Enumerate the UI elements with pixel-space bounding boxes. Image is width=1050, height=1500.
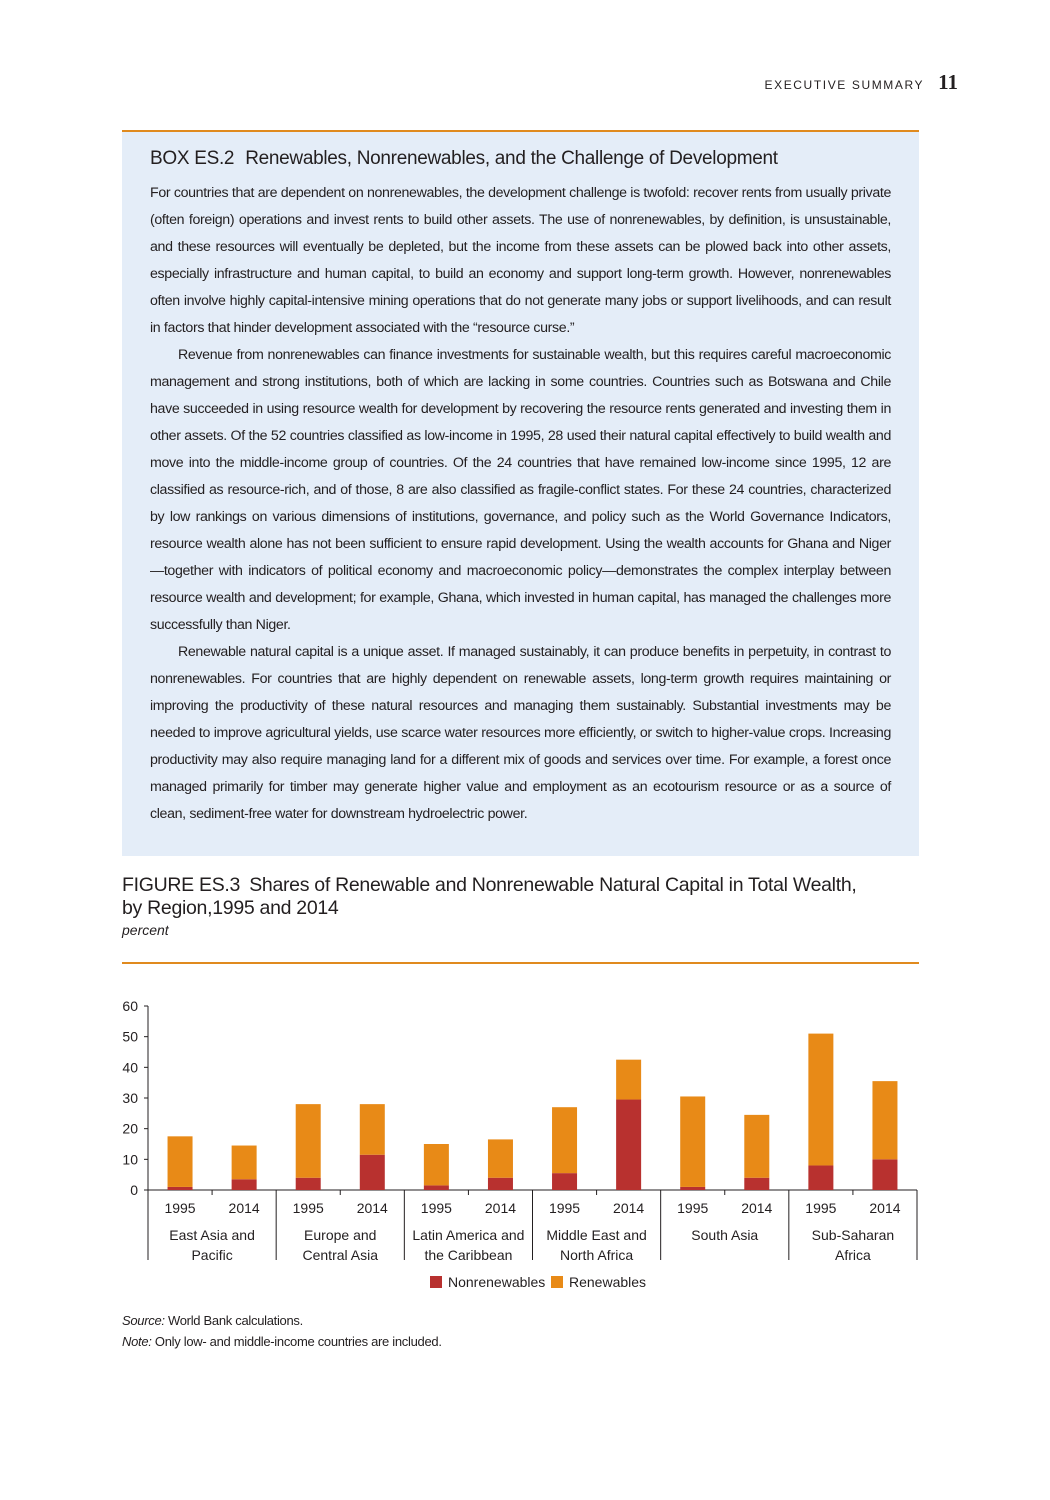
source-note <box>122 1310 442 1331</box>
x-year-label: 2014 <box>869 1200 901 1216</box>
bar-nonrenewables <box>424 1185 449 1190</box>
x-year-label: 2014 <box>741 1200 773 1216</box>
box-title <box>150 148 891 170</box>
legend-swatch-nonrenewables <box>430 1276 442 1288</box>
bar-nonrenewables <box>552 1173 577 1190</box>
box-label: BOX ES.2 <box>150 148 235 169</box>
bar-renewables <box>744 1115 769 1178</box>
y-tick-label: 60 <box>122 998 138 1014</box>
x-group-label: Pacific <box>191 1247 233 1263</box>
legend-label-nonrenewables: Nonrenewables <box>448 1274 546 1290</box>
bar-renewables <box>168 1136 193 1187</box>
bar-renewables <box>360 1104 385 1155</box>
x-year-label: 1995 <box>548 1200 581 1216</box>
x-year-label: 1995 <box>805 1200 837 1216</box>
y-tick-label: 30 <box>122 1090 138 1106</box>
bar-nonrenewables <box>168 1187 193 1190</box>
bar-renewables <box>680 1096 705 1186</box>
running-head-section: EXECUTIVE SUMMARY <box>764 78 925 92</box>
x-group-label: North Africa <box>560 1247 634 1263</box>
bar-nonrenewables <box>488 1178 513 1190</box>
x-year-label: 1995 <box>292 1200 324 1216</box>
x-group-label: Sub-Saharan <box>811 1227 895 1243</box>
x-year-label: 2014 <box>484 1200 517 1216</box>
bar-renewables <box>808 1034 833 1166</box>
x-year-label: 2014 <box>228 1200 260 1216</box>
bar-renewables <box>296 1104 321 1178</box>
y-tick-label: 10 <box>122 1151 138 1168</box>
y-tick-label: 20 <box>122 1120 138 1137</box>
stacked-bar-chart <box>110 990 930 1300</box>
bar-nonrenewables <box>232 1179 257 1190</box>
x-group-label: Latin America and <box>412 1227 525 1243</box>
figure-rule <box>122 962 919 964</box>
x-group-label: the Caribbean <box>424 1247 513 1263</box>
bar-nonrenewables <box>872 1159 897 1190</box>
x-year-label: 2014 <box>356 1200 388 1216</box>
bar-renewables <box>488 1139 513 1177</box>
bar-nonrenewables <box>808 1165 833 1190</box>
x-year-label: 2014 <box>613 1200 645 1216</box>
figure-notes <box>122 1310 442 1352</box>
legend-swatch-renewables <box>551 1276 563 1288</box>
y-tick-label: 40 <box>122 1059 138 1076</box>
page-number: 11 <box>938 70 958 94</box>
box-title-text: Renewables, Nonrenewables, and the Challenge of Development <box>245 148 778 169</box>
figure-header <box>122 874 919 938</box>
bar-renewables <box>552 1107 577 1173</box>
x-year-label: 1995 <box>677 1200 709 1216</box>
box-es2 <box>122 130 919 856</box>
x-group-label: South Asia <box>691 1227 759 1243</box>
x-group-label: Africa <box>835 1247 871 1263</box>
note-line <box>122 1331 442 1352</box>
figure-unit: percent <box>122 922 169 938</box>
y-tick-label: 0 <box>130 1182 138 1198</box>
figure-label: FIGURE ES.3 <box>122 874 241 896</box>
note-label: Note: <box>122 1334 152 1349</box>
box-paragraph-1: For countries that are dependent on nonrenewables, the development challenge is twofold: recover rents from usually private (often foreign) operations and invest rents to build other assets. The use of nonrenewables, by definition, is unsustainable, and these resources will eventually be depleted, but the income from these assets can be plowed back into other assets, especially infrastructure and human capital, to build an economy and support long-term growth. However, nonrenewables often involve highly capital-intensive mining operations that do not generate many jobs or support livelihoods, and can result in factors that hinder development associated with the “resource curse.” <box>150 185 891 336</box>
box-paragraph-2: Revenue from nonrenewables can finance investments for sustainable wealth, but this requires careful macroeconomic management and strong institutions, both of which are lacking in some countries. Countries such as Botswana and Chile have succeeded in using resource wealth for development by recovering the resource rents generated and investing them in other assets. Of the 52 countries classified as low-income in 1995, 28 used their natural capital effectively to build wealth and move into the middle-income group of countries. Of the 24 countries that have remained low-income since 1995, 12 are classified as resource-rich, and of those, 8 are also classified as fragile-conflict states. For these 24 countries, characterized by low rankings on various dimensions of institutions, governance, and policy such as the World Governance Indicators, resource wealth alone has not been sufficient to ensure rapid development. Using the wealth accounts for Ghana and Niger—together with indicators of political economy and macroeconomic policy—demonstrates the complex interplay between resource wealth and development; for example, Ghana, which invested in human capital, has managed the challenges more successfully than Niger. <box>150 347 891 633</box>
box-paragraph-3: Renewable natural capital is a unique asset. If managed sustainably, it can produce benefits in perpetuity, in contrast to nonrenewables. For countries that are highly dependent on renewable assets, long-term growth requires maintaining or improving the productivity of these natural resources and managing them sustainably. Substantial investments may be needed to improve agricultural yields, use scarce water resources more efficiently, or switch to higher-value crops. Increasing productivity may also require managing land for a different mix of goods and services over time. For example, a forest once managed primarily for timber may generate higher value and employment as an ecotourism resource or as a source of clean, sediment-free water for downstream hydroelectric power. <box>150 644 891 822</box>
legend-label-renewables: Renewables <box>569 1274 647 1290</box>
bar-nonrenewables <box>744 1178 769 1190</box>
bar-nonrenewables <box>616 1100 641 1190</box>
x-group-label: Central Asia <box>302 1247 378 1263</box>
figure-title <box>122 874 862 920</box>
source-label: Source: <box>122 1313 165 1328</box>
bar-nonrenewables <box>680 1187 705 1190</box>
bar-nonrenewables <box>360 1155 385 1190</box>
bar-renewables <box>872 1081 897 1159</box>
bar-nonrenewables <box>296 1178 321 1190</box>
bar-renewables <box>232 1146 257 1180</box>
x-year-label: 1995 <box>420 1200 452 1216</box>
y-tick-label: 50 <box>122 1028 138 1045</box>
source-text: World Bank calculations. <box>164 1313 303 1328</box>
running-head <box>764 70 958 95</box>
bar-renewables <box>424 1144 449 1185</box>
figure-title-text: Shares of Renewable and Nonrenewable Natural Capital in Total Wealth, by Region,1995 and 2014 <box>122 874 857 919</box>
x-year-label: 1995 <box>164 1200 196 1216</box>
x-group-label: East Asia and <box>169 1227 255 1243</box>
bar-renewables <box>616 1060 641 1100</box>
x-group-label: Europe and <box>304 1227 377 1243</box>
note-text: Only low- and middle-income countries are included. <box>151 1334 442 1349</box>
x-group-label: Middle East and <box>546 1227 647 1243</box>
